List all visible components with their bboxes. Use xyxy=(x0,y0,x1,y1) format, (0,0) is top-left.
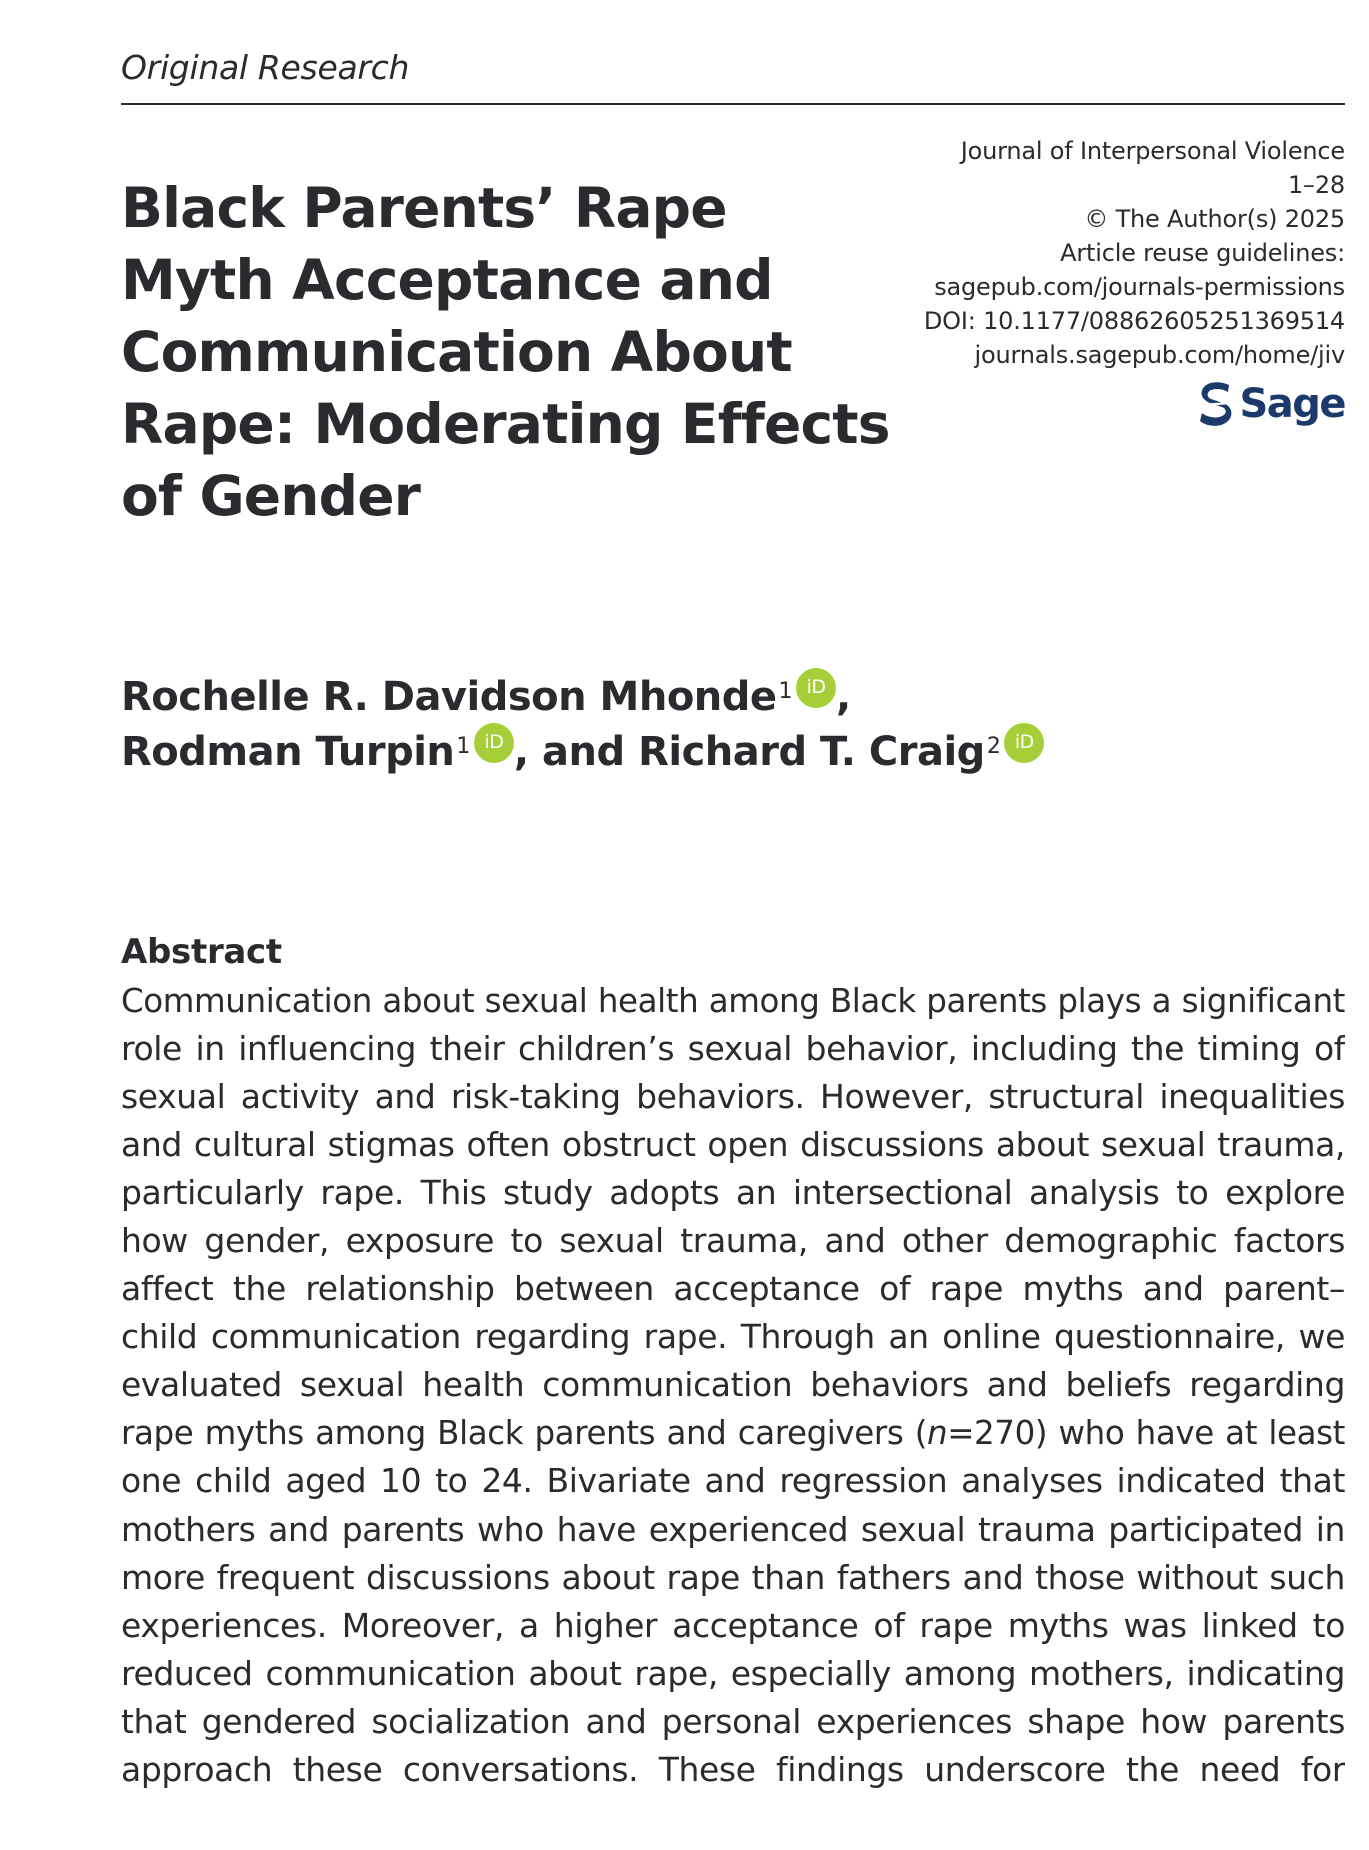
affiliation-marker: 2 xyxy=(986,734,1001,759)
affiliation-marker: 1 xyxy=(456,734,470,759)
reuse-label: Article reuse guidelines: xyxy=(1060,239,1345,267)
sage-wordmark: Sage xyxy=(1239,381,1345,427)
affiliation-marker: 1 xyxy=(778,679,793,704)
sample-size-variable: n xyxy=(926,1414,948,1453)
title-line: Myth Acceptance and xyxy=(121,248,773,312)
page-range: 1–28 xyxy=(1287,171,1345,199)
abstract-line-end: ) who have at least xyxy=(1034,1414,1345,1453)
sage-s-mark-icon xyxy=(1199,381,1233,427)
abstract-text xyxy=(121,977,1345,1794)
abstract-heading: Abstract xyxy=(121,932,282,972)
author-list xyxy=(121,670,1044,780)
author-separator: , and xyxy=(513,729,625,775)
abstract-line: child communication regarding rape. Through an online questionnaire, we xyxy=(121,1317,1345,1357)
reuse-link[interactable]: sagepub.com/journals-permissions xyxy=(934,273,1345,301)
abstract-line: reduced communication about rape, especially among mothers, indicating xyxy=(121,1653,1345,1693)
article-title xyxy=(121,172,901,532)
title-line: Rape: Moderating Effects xyxy=(121,392,890,456)
abstract-line: particularly rape. This study adopts an intersectional analysis to explore xyxy=(121,1173,1345,1213)
journal-metadata xyxy=(924,134,1345,372)
sage-logo xyxy=(1199,380,1345,428)
abstract-line: mothers and parents who have experienced sexual trauma participated in xyxy=(121,1509,1345,1549)
header-divider xyxy=(121,103,1345,105)
abstract-line: that gendered socialization and personal experiences shape how parents xyxy=(121,1701,1345,1741)
author-separator: , xyxy=(836,674,851,720)
journal-url[interactable]: journals.sagepub.com/home/jiv xyxy=(974,341,1345,369)
abstract-line: and cultural stigmas often obstruct open discussions about sexual trauma, xyxy=(121,1125,1345,1165)
abstract-line: sexual activity and risk-taking behaviors. However, structural inequalities xyxy=(121,1077,1345,1117)
abstract-line: evaluated sexual health communication behaviors and beliefs regarding xyxy=(121,1365,1345,1405)
abstract-line: role in influencing their children’s sexual behavior, including the timing of xyxy=(121,1029,1345,1069)
author-line xyxy=(121,725,1044,780)
author-line xyxy=(121,670,1044,725)
abstract-line: affect the relationship between acceptance of rape myths and parent– xyxy=(121,1269,1345,1309)
abstract-line: one child aged 10 to 24. Bivariate and regression analyses indicated that xyxy=(121,1461,1345,1501)
abstract-line: approach these conversations. These findings underscore the need for xyxy=(121,1749,1345,1789)
author-name: Rochelle R. Davidson Mhonde xyxy=(121,674,777,720)
sample-size-value: =270 xyxy=(947,1414,1035,1453)
title-line: of Gender xyxy=(121,464,421,528)
abstract-line xyxy=(121,1409,1345,1457)
author-name: Richard T. Craig xyxy=(638,729,985,775)
orcid-icon[interactable]: iD xyxy=(1004,723,1044,763)
article-type-label: Original Research xyxy=(121,48,410,87)
abstract-line: how gender, exposure to sexual trauma, and other demographic factors xyxy=(121,1221,1345,1261)
abstract-line-start: rape myths among Black parents and caregivers ( xyxy=(121,1414,927,1453)
doi[interactable]: DOI: 10.1177/08862605251369514 xyxy=(923,307,1345,335)
copyright: © The Author(s) 2025 xyxy=(1084,205,1345,233)
title-line: Black Parents’ Rape xyxy=(121,176,727,240)
orcid-icon[interactable]: iD xyxy=(796,668,836,708)
orcid-icon[interactable]: iD xyxy=(474,723,514,763)
author-name: Rodman Turpin xyxy=(121,729,455,775)
journal-name: Journal of Interpersonal Violence xyxy=(960,137,1345,165)
abstract-line: experiences. Moreover, a higher acceptance of rape myths was linked to xyxy=(121,1605,1345,1645)
abstract-line: Communication about sexual health among Black parents plays a significant xyxy=(121,982,1345,1020)
title-line: Communication About xyxy=(121,320,792,384)
abstract-line: more frequent discussions about rape than fathers and those without such xyxy=(121,1557,1345,1597)
